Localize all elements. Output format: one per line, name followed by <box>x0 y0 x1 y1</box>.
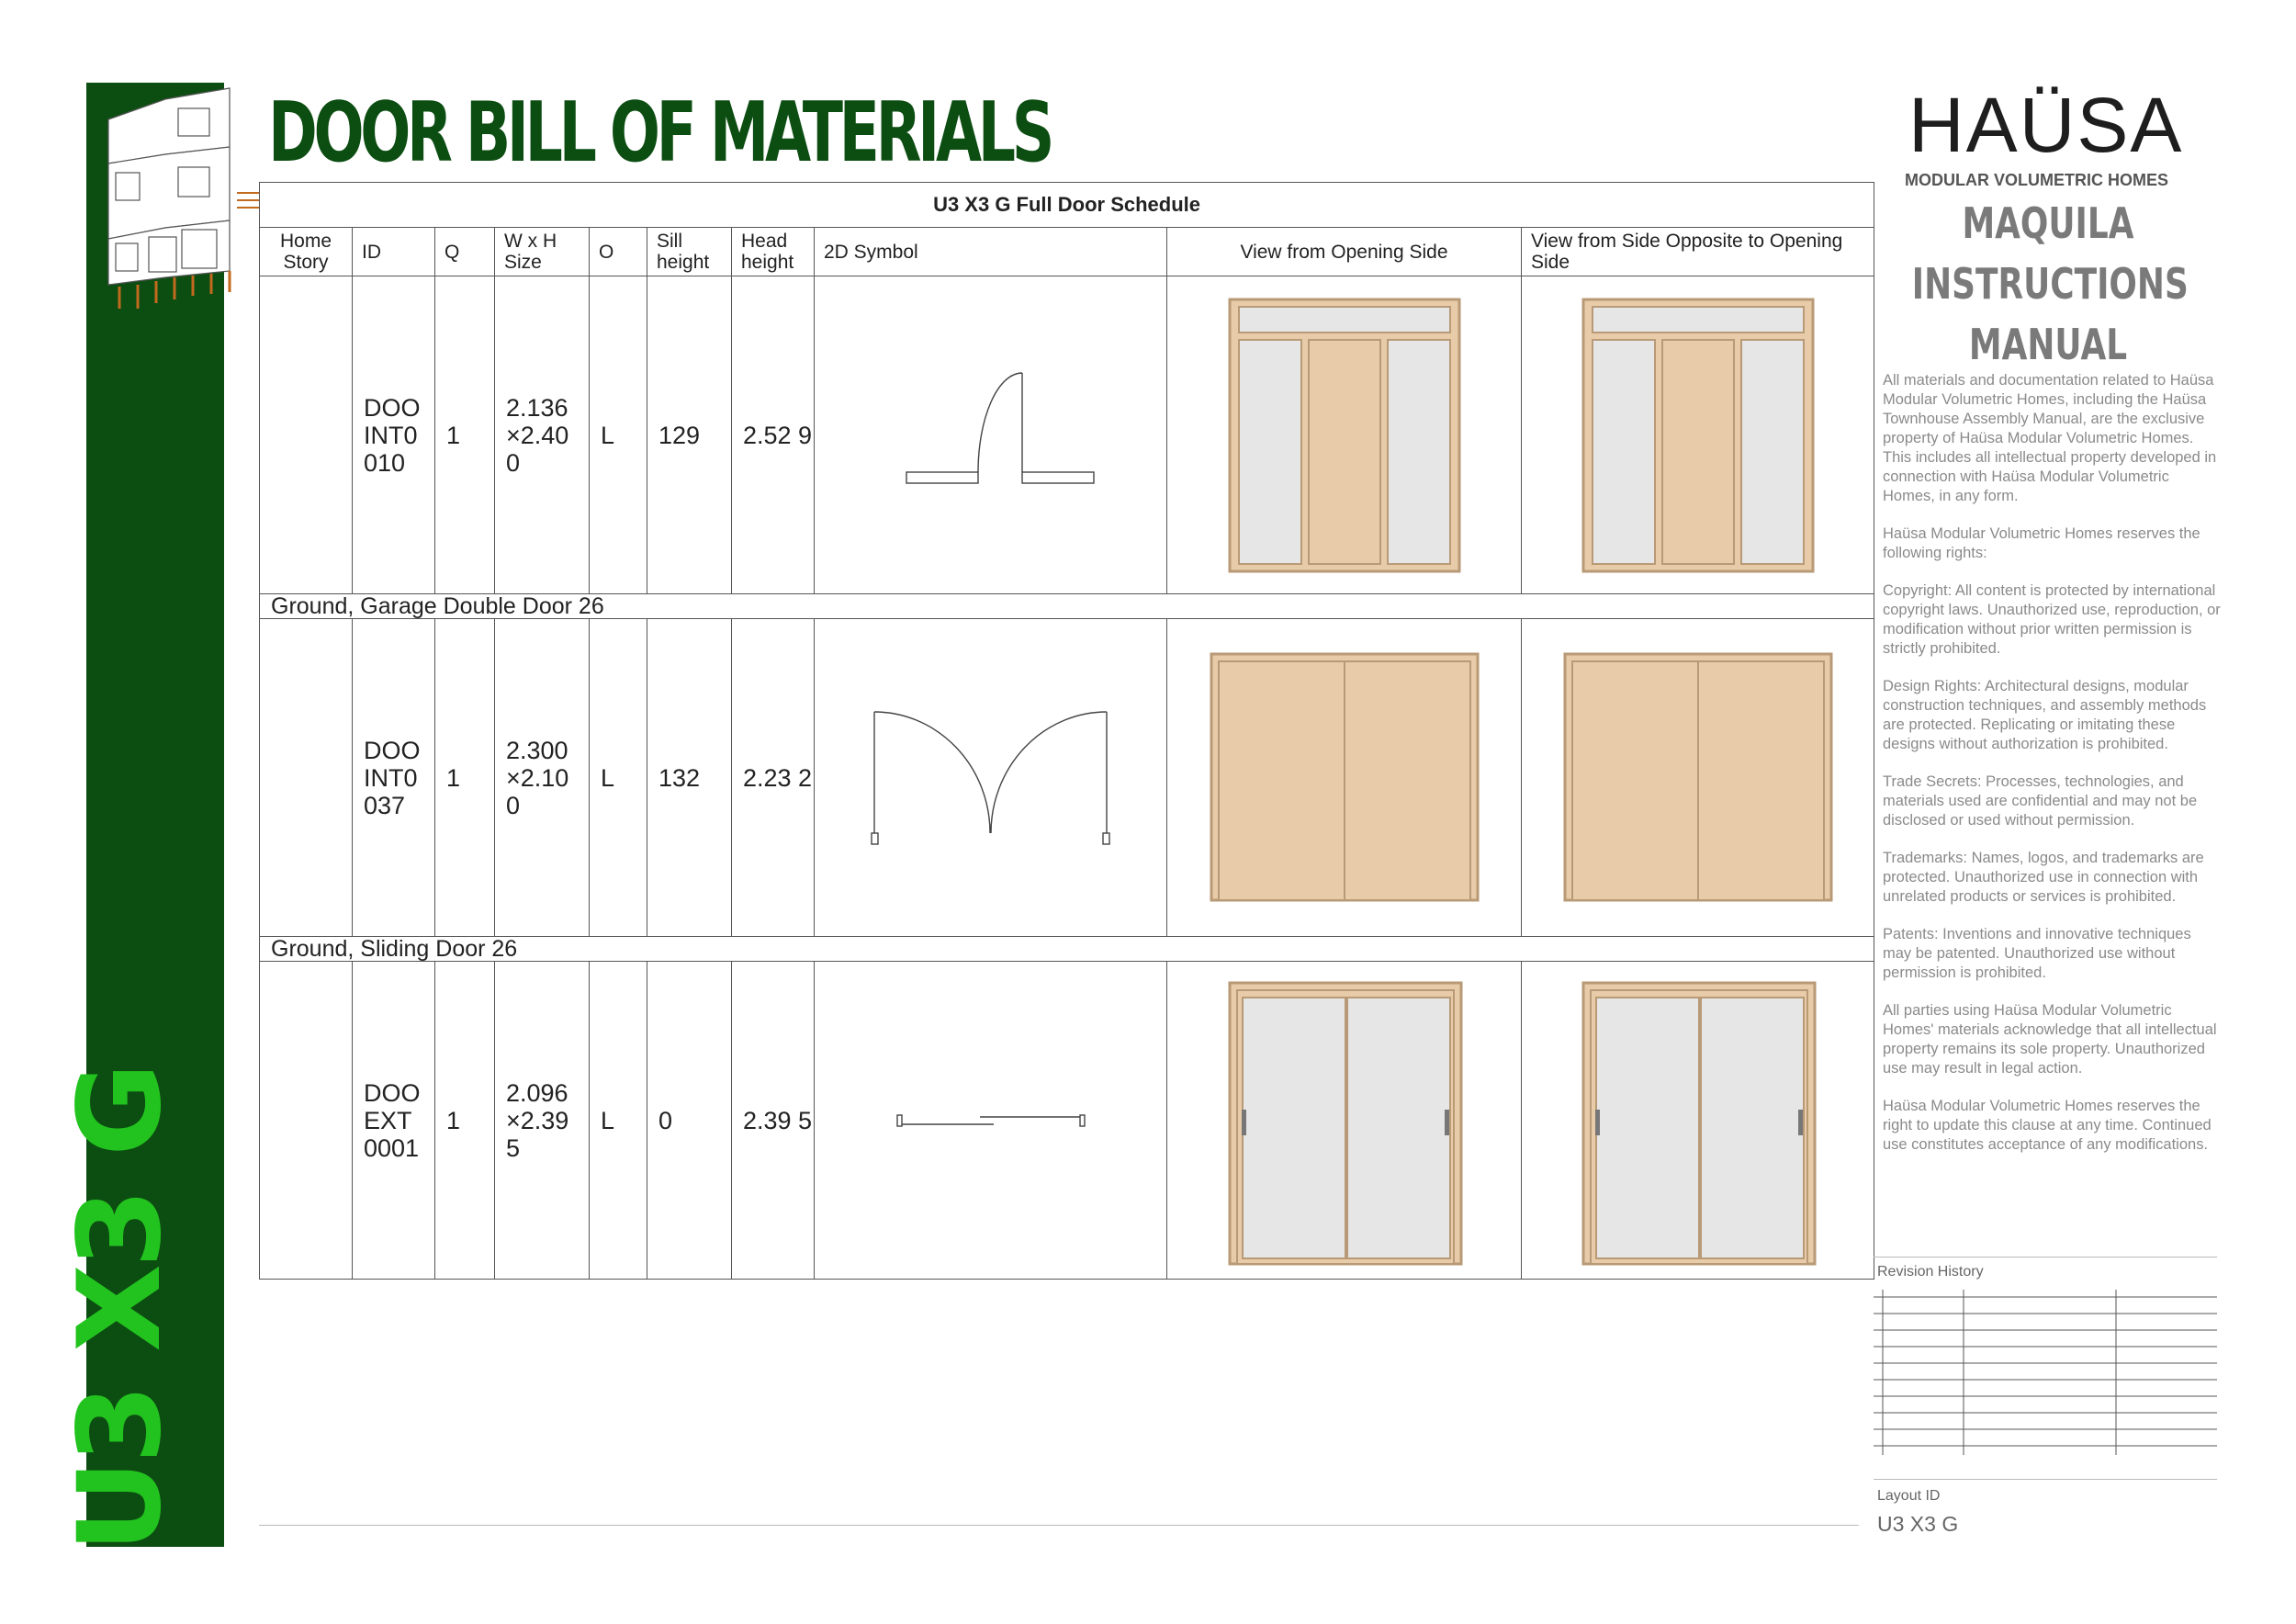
legal-paragraph: All materials and documentation related to Haüsa Modular Volumetric Homes, including the Haüsa Townhouse Assembly Manual, are the exclusive property of Haüsa Modular Volumetric Homes. This includes all intellectual property developed in connection with Haüsa Modular Volumetric Homes, in any form. <box>1883 372 2217 504</box>
brand-logo: HAÜSA <box>1908 82 2184 168</box>
legal-paragraph: Haüsa Modular Volumetric Homes reserves the right to update this clause at any time. Continued use constitutes acceptance of any modifications. <box>1883 1098 2212 1153</box>
door-schedule-table <box>259 182 1874 1280</box>
cell-q: 1 <box>435 276 495 594</box>
section-label-sliding: Ground, Sliding Door 26 <box>260 937 1874 962</box>
cell-sill: 132 <box>647 619 732 937</box>
revision-history-table <box>1874 1290 2217 1473</box>
cell-id: DOO INT0 037 <box>353 619 435 937</box>
single-door-opposite-view <box>1522 276 1874 594</box>
section-label-garage: Ground, Garage Double Door 26 <box>260 594 1874 619</box>
section-row <box>260 594 1874 619</box>
layout-id-label: Layout ID <box>1877 1488 1941 1504</box>
brand-tagline: MODULAR VOLUMETRIC HOMES <box>1905 171 2168 189</box>
sliding-door-symbol <box>815 962 1167 1280</box>
cell-home-story <box>260 962 353 1280</box>
cell-o: L <box>590 619 647 937</box>
header-o: O <box>590 228 647 276</box>
header-id: ID <box>353 228 435 276</box>
cell-head: 2.23 2 <box>732 619 815 937</box>
legal-paragraph: Patents: Inventions and innovative techniques may be patented. Unauthorized use without permission is prohibited. <box>1883 926 2191 981</box>
table-row <box>260 619 1874 937</box>
manual-title-line-3: MANUAL <box>1968 320 2128 369</box>
vertical-layout-id: U3 X3 G <box>54 1066 186 1552</box>
sliding-door-opposite-view <box>1522 962 1874 1280</box>
legal-paragraph: Design Rights: Architectural designs, modular construction techniques, and assembly methods are protected. Replicating or imitating these designs without authorization is prohibited. <box>1883 678 2207 752</box>
header-view-opposite: View from Side Opposite to Opening Side <box>1522 228 1874 276</box>
legal-paragraph: Trademarks: Names, logos, and trademarks are protected. Unauthorized use in connection with unrelated products or services is prohibited. <box>1883 850 2204 905</box>
cell-sill: 0 <box>647 962 732 1280</box>
header-sill: Sill height <box>647 228 732 276</box>
cell-q: 1 <box>435 619 495 937</box>
cell-id: DOO EXT 0001 <box>353 962 435 1280</box>
table-row <box>260 962 1874 1280</box>
manual-title-line-1: MAQUILA <box>1962 198 2134 248</box>
divider <box>1874 1479 2217 1480</box>
cell-size: 2.096 ×2.39 5 <box>495 962 590 1280</box>
single-swing-door-symbol <box>815 276 1167 594</box>
legal-paragraph: Haüsa Modular Volumetric Homes reserves the following rights: <box>1883 525 2200 561</box>
legal-paragraph: Trade Secrets: Processes, technologies, and materials used are confidential and may not be disclosed or used without permission. <box>1883 773 2198 829</box>
schedule-title: U3 X3 G Full Door Schedule <box>260 183 1874 228</box>
header-2d-symbol: 2D Symbol <box>815 228 1167 276</box>
table-row <box>260 276 1874 594</box>
page-title: DOOR BILL OF MATERIALS <box>268 85 1052 181</box>
layout-id-value: U3 X3 G <box>1877 1512 1959 1536</box>
header-head: Head height <box>732 228 815 276</box>
cell-o: L <box>590 962 647 1280</box>
house-illustration <box>101 83 262 312</box>
double-door-opening-view <box>1167 619 1522 937</box>
revision-history-label: Revision History <box>1877 1264 1984 1280</box>
cell-q: 1 <box>435 962 495 1280</box>
legal-paragraph: All parties using Haüsa Modular Volumetric Homes' materials acknowledge that all intellectual property remains its sole property. Unauthorized use may result in legal action. <box>1883 1002 2217 1077</box>
header-size: W x H Size <box>495 228 590 276</box>
manual-title-line-2: INSTRUCTIONS <box>1911 259 2189 309</box>
cell-sill: 129 <box>647 276 732 594</box>
cell-home-story <box>260 276 353 594</box>
cell-head: 2.52 9 <box>732 276 815 594</box>
header-home-story: Home Story <box>260 228 353 276</box>
legal-notice <box>1883 371 2223 1173</box>
legal-paragraph: Copyright: All content is protected by international copyright laws. Unauthorized use, reproduction, or modification without prior written permission is strictly prohibited. <box>1883 582 2221 657</box>
cell-size: 2.300 ×2.10 0 <box>495 619 590 937</box>
double-swing-door-symbol <box>815 619 1167 937</box>
header-row <box>260 228 1874 276</box>
sliding-door-opening-view <box>1167 962 1522 1280</box>
header-q: Q <box>435 228 495 276</box>
single-door-opening-view <box>1167 276 1522 594</box>
bottom-rule <box>259 1525 1859 1526</box>
header-view-opening: View from Opening Side <box>1167 228 1522 276</box>
double-door-opposite-view <box>1522 619 1874 937</box>
cell-head: 2.39 5 <box>732 962 815 1280</box>
cell-id: DOO INT0 010 <box>353 276 435 594</box>
section-row <box>260 937 1874 962</box>
cell-o: L <box>590 276 647 594</box>
cell-size: 2.136 ×2.40 0 <box>495 276 590 594</box>
cell-home-story <box>260 619 353 937</box>
